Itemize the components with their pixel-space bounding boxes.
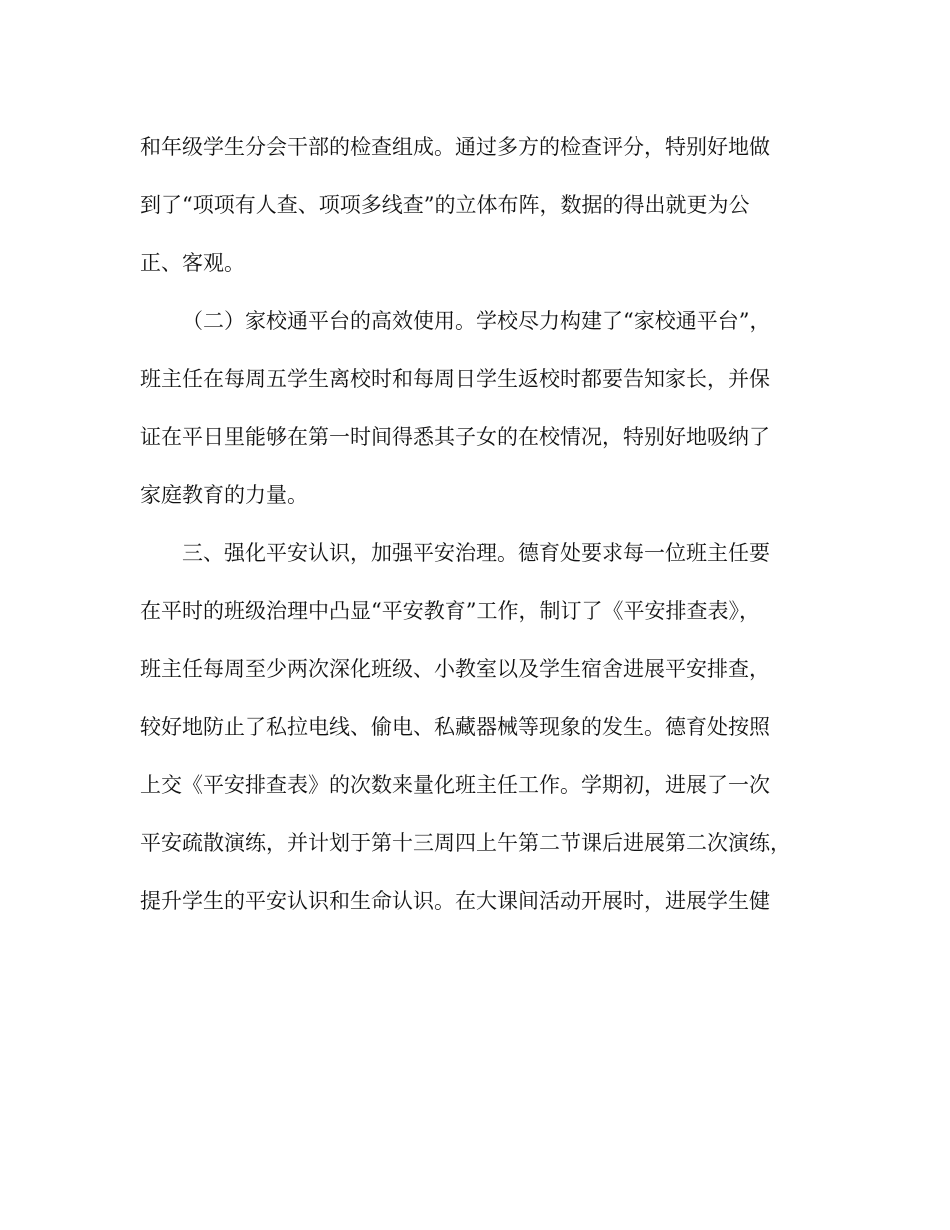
text-line-13: 平安疏散演练，并计划于第十三周四上午第二节课后进展第二次演练， <box>140 831 791 855</box>
text-line-14: 提升学生的平安认识和生命认识。在大课间活动开展时，进展学生健 <box>140 889 770 913</box>
text-line-12: 上交《平安排查表》的次数来量化班主任工作。学期初，进展了一次 <box>140 773 770 797</box>
document-body <box>140 118 820 930</box>
text-line-8: 三、强化平安认识，加强平安治理。德育处要求每一位班主任要 <box>182 541 770 565</box>
text-line-10: 班主任每周至少两次深化班级、小教室以及学生宿舍进展平安排查， <box>140 657 770 681</box>
text-line-5: 班主任在每周五学生离校时和每周日学生返校时都要告知家长，并保 <box>140 367 770 391</box>
text-line-11: 较好地防止了私拉电线、偷电、私藏器械等现象的发生。德育处按照 <box>140 715 770 739</box>
text-line-1: 和年级学生分会干部的检查组成。通过多方的检查评分，特别好地做 <box>140 135 770 159</box>
text-line-6: 证在平日里能够在第一时间得悉其子女的在校情况，特别好地吸纳了 <box>140 425 770 449</box>
text-line-4: （二）家校通平台的高效使用。学校尽力构建了“家校通平台”， <box>182 309 771 333</box>
text-line-7: 家庭教育的力量。 <box>140 483 308 507</box>
text-line-3: 正、客观。 <box>140 251 245 275</box>
text-line-9: 在平时的班级治理中凸显“平安教育”工作，制订了《平安排查表》， <box>140 599 760 623</box>
text-line-2: 到了“项项有人查、项项多线查”的立体布阵，数据的得出就更为公 <box>140 193 750 217</box>
